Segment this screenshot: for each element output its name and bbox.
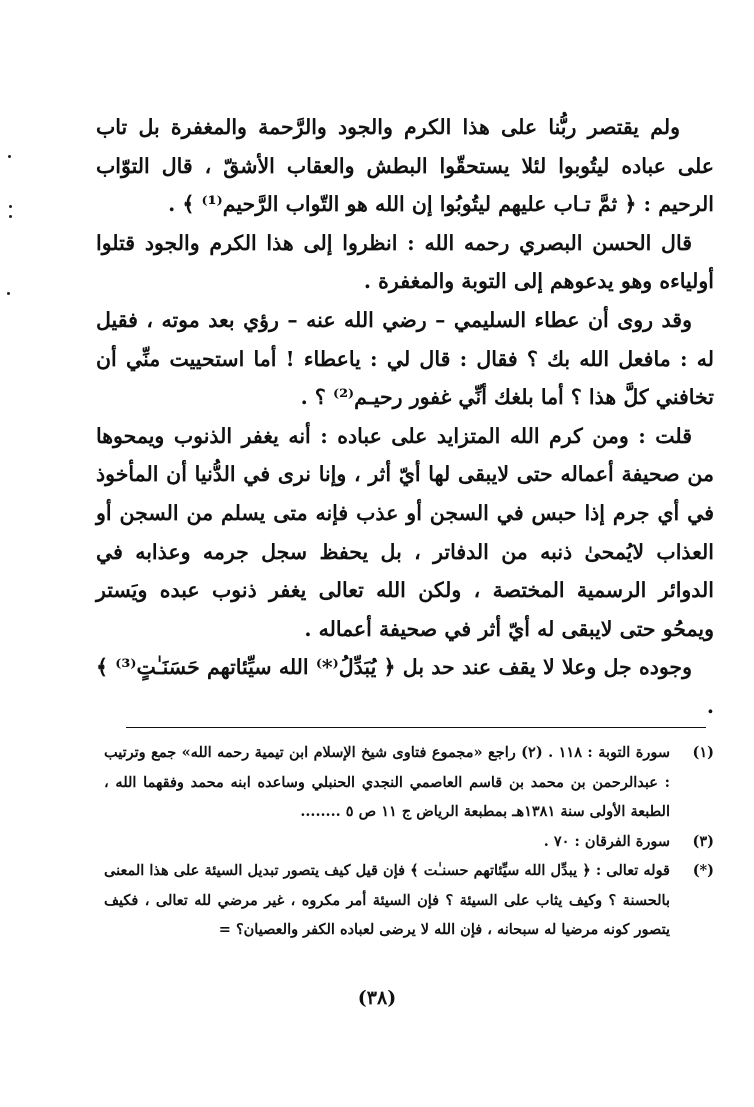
footnote-text: قوله تعالى : ﴿ يبدِّل الله سيِّئاتهم حسنـٰت ﴾ فإن قيل كيف يتصور تبديل السيئة على هذا المعنى بالحسنة ؟ وكيف يثاب على السيئة ؟ فإن السيئة أمر مكروه ، غير مرضي لله تعالى ، فكيف يتصور كونه مرضيا له سبحانه ، فإن الله لا يرضى لعباده الكفر والعصيان؟ = <box>104 862 670 938</box>
margin-speck <box>9 205 12 208</box>
footnote-number: (١) <box>692 744 714 761</box>
page-number: (٣٨) <box>357 987 397 1009</box>
margin-speck <box>9 215 12 218</box>
footnote-separator <box>126 727 706 728</box>
paragraph-1: ولم يقتصر ربُّنا على هذا الكرم والجود والرَّحمة والمغفرة بل تاب على عباده ليتُوبوا لئلا يستحقّوا البطش والعقاب الأشقّ ، قال التوّاب الرحيم : ﴿ ثمَّ تـاب عليهم ليتُوبُوا إن الله هو التّواب الرَّحيم⁽¹⁾ ﴾ . <box>96 115 714 217</box>
paragraph-4: قلت : ومن كرم الله المتزايد على عباده : أنه يغفر الذنوب ويمحوها من صحيفة أعماله حتى لايبقى لها أيّ أثر ، وإنا نرى في الدُّنيا أن المأخوذ في أي جرم إذا حبس في السجن أو عذب فإنه متى يسلم من السجن أو العذاب لايُمحىٰ ذنبه من الدفاتر ، بل يحفظ سجل جرمه وعذابه في الدوائر الرسمية المختصة ، ولكن الله تعالى يغفر ذنوب عبده ويَستر ويمحُو حتى لايبقى له أيّ أثر في صحيفة أعماله . <box>96 423 714 641</box>
paragraph-5: وجوده جل وعلا لا يقف عند حد بل ﴿ يُبَدِّلُ⁽*⁾ الله سيِّئاتهم حَسَنَـٰتٍ⁽³⁾ ﴾ . <box>96 655 714 718</box>
main-text <box>96 108 714 726</box>
footnote-text: سورة التوبة : ١١٨ . (٢) راجع «مجموع فتاوى شيخ الإسلام ابن تيمية رحمه الله» جمع وترتيب : عبدالرحمن بن محمد بن قاسم العاصمي النجدي الحنبلي وساعده ابنه محمد وفقهما الله ، الطبعة الأولى سنة ١٣٨١هـ بمطبعة الرياض ج ١١ ص ٥ ........ <box>104 744 671 820</box>
footnote-text: سورة الفرقان : ٧٠ . <box>543 832 670 850</box>
footnote-number: (٣) <box>692 832 714 850</box>
footnote-1 <box>104 738 714 827</box>
paragraph-3: وقد روى أن عطاء السليمي – رضي الله عنه – رؤي بعد موته ، فقيل له : مافعل الله بك ؟ فقال : قال لي : ياعطاء ! أما استحييت منِّي أن تخافني كلَّ هذا ؟ أما بلغك أنِّي غفور رحيـم⁽²⁾ ؟ . <box>96 307 714 410</box>
footnotes <box>104 738 714 945</box>
paragraph-2: قال الحسن البصري رحمه الله : انظروا إلى هذا الكرم والجود قتلوا أولياءه وهو يدعوهم إلى التوبة والمغفرة . <box>96 230 714 294</box>
footnote-3 <box>104 827 714 857</box>
margin-speck <box>7 292 10 295</box>
footnote-number: (*) <box>692 862 714 879</box>
footnote-star <box>104 856 714 945</box>
margin-speck <box>8 155 11 158</box>
